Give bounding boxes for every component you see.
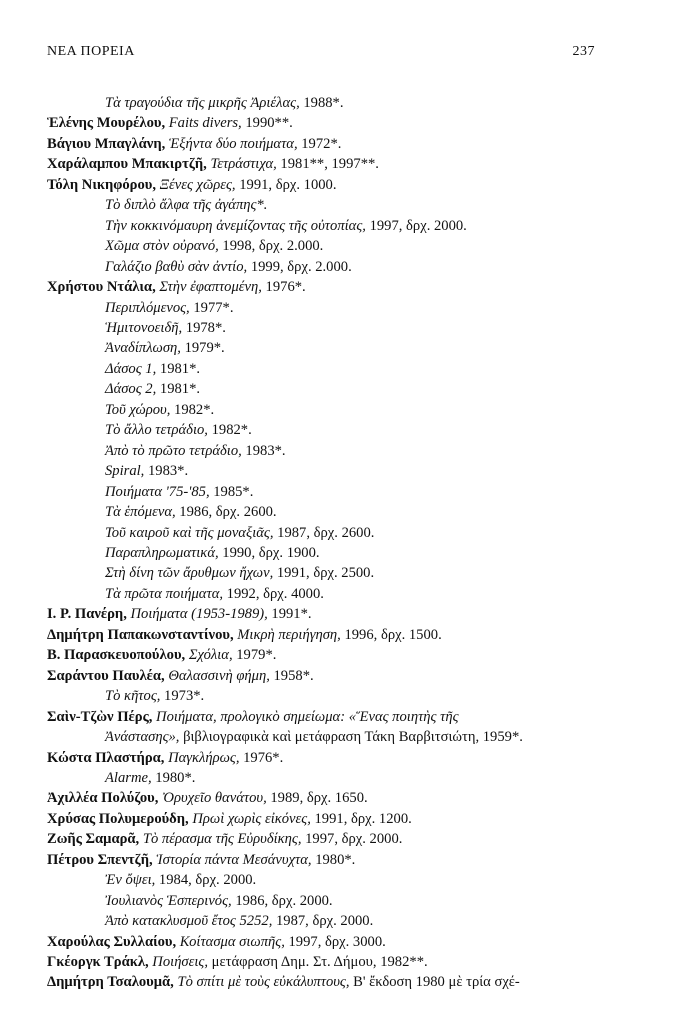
book-title: Θαλασσινὴ φήμη, — [164, 667, 270, 684]
publication-details: 1997, δρχ. 2000. — [365, 217, 467, 234]
publication-details: 1977*. — [189, 299, 234, 316]
publication-details: 1996, δρχ. 1500. — [340, 626, 442, 643]
bibliography-continuation — [47, 686, 607, 706]
bibliography-entry — [47, 134, 607, 154]
bibliography-entry — [47, 809, 607, 829]
bibliography-continuation — [47, 195, 607, 215]
book-title: Τὸ κῆτος, — [105, 688, 161, 705]
bibliography-list — [47, 93, 607, 993]
publication-details: 1981*. — [156, 360, 201, 377]
publication-details: 1982*. — [170, 401, 215, 418]
book-title: Ἱστορία πάντα Μεσάνυχτα, — [152, 851, 312, 868]
author-name: Δημήτρη Τσαλουμᾶ, — [47, 974, 174, 991]
publication-details: 1992, δρχ. 4000. — [223, 585, 324, 602]
book-title: Δάσος 1, — [105, 360, 157, 377]
bibliography-entry — [47, 277, 607, 297]
book-title: Δάσος 2, — [105, 381, 157, 398]
page-number: 237 — [572, 44, 595, 59]
bibliography-continuation — [47, 768, 607, 788]
bibliography-continuation — [47, 318, 607, 338]
publication-details: 1997, δρχ. 3000. — [284, 933, 386, 950]
book-title: Περιπλόμενος, — [105, 299, 190, 316]
book-title: Πρωὶ χωρὶς εἰκόνες, — [188, 810, 311, 827]
bibliography-continuation — [47, 441, 607, 461]
book-title: Alarme, — [105, 769, 152, 786]
publication-details: 1999, δρχ. 2.000. — [247, 258, 352, 275]
book-title: Ἰουλιανὸς Ἑσπερινός, — [105, 892, 232, 909]
bibliography-entry — [47, 972, 607, 992]
book-title: Τοῦ χώρου, — [105, 401, 171, 418]
publication-details: 1958*. — [269, 667, 314, 684]
bibliography-continuation — [47, 891, 607, 911]
publication-details: 1976*. — [239, 749, 284, 766]
book-title: Ἡμιτονοειδῆ, — [105, 319, 183, 336]
book-title: Τὰ τραγούδια τῆς μικρῆς Ἀριέλας, — [105, 95, 300, 111]
book-title: Τὸ ἄλλο τετράδιο, — [105, 422, 208, 439]
bibliography-entry — [47, 829, 607, 849]
publication-details: 1973*. — [160, 688, 205, 705]
book-title: Ξένες χῶρες, — [156, 176, 236, 193]
publication-details: 1972*. — [297, 135, 342, 152]
publication-details: Β' ἔκδοση 1980 μὲ τρία σχέ- — [349, 974, 520, 991]
bibliography-continuation — [47, 727, 607, 747]
publication-details: 1979*. — [180, 340, 225, 357]
bibliography-entry — [47, 113, 607, 133]
book-title: Τὸ διπλὸ ἄλφα τῆς ἀγάπης*. — [105, 197, 268, 214]
publication-details: 1998, δρχ. 2.000. — [218, 238, 324, 255]
book-title: Τὴν κοκκινόμαυρη ἀνεμίζοντας τῆς οὐτοπίας, — [105, 217, 366, 234]
book-title: Παραπληρωματικά, — [105, 544, 219, 561]
publication-details: 1988*. — [299, 95, 344, 111]
book-title: Ποιήματα (1953-1989), — [126, 606, 268, 623]
bibliography-continuation — [47, 257, 607, 277]
book-title: Ποιήσεις, — [148, 954, 209, 971]
bibliography-continuation — [47, 93, 607, 113]
publication-details: 1984, δρχ. 2000. — [155, 872, 257, 889]
bibliography-continuation — [47, 236, 607, 256]
publication-details: 1981*. — [156, 381, 201, 398]
publication-details: 1978*. — [182, 319, 226, 336]
bibliography-entry — [47, 952, 607, 972]
running-header — [47, 44, 595, 60]
publication-details: 1991, δρχ. 1200. — [310, 810, 412, 827]
publication-details: 1990, δρχ. 1900. — [218, 544, 320, 561]
book-title: Στὴν ἐφαπτομένη, — [155, 279, 262, 296]
bibliography-entry — [47, 932, 607, 952]
book-title: Ποιήματα, προλογικὸ σημείωμα: «Ἕνας ποιητὴς τῆς — [152, 708, 459, 725]
author-name: Τόλη Νικηφόρου, — [47, 176, 156, 193]
author-name: Δημήτρη Παπακωνσταντίνου, — [47, 626, 234, 643]
publication-details: 1986, δρχ. 2000. — [231, 892, 333, 909]
book-title: Spiral, — [105, 463, 145, 480]
author-name: Β. Παρασκευοπούλου, — [47, 647, 186, 664]
book-title: Ὀρυχεῖο θανάτου, — [158, 790, 267, 807]
book-title: Ποιήματα '75-'85, — [105, 483, 210, 500]
publication-details: 1983*. — [241, 442, 286, 459]
bibliography-entry — [47, 175, 607, 195]
book-title: Χῶμα στὸν οὐρανό, — [105, 238, 219, 255]
bibliography-continuation — [47, 461, 607, 481]
publication-details: 1976*. — [261, 279, 306, 296]
book-title: Τετράστιχα, — [206, 156, 277, 173]
author-name: Βάγιου Μπαγλάνη, — [47, 135, 166, 152]
publication-details: βιβλιογραφικὰ καὶ μετάφραση Τάκη Βαρβιτσιώτη, 1959*. — [179, 729, 523, 746]
book-title: Στὴ δίνη τῶν ἄρυθμων ἤχων, — [105, 565, 274, 582]
publication-details: 1983*. — [144, 463, 189, 480]
bibliography-continuation — [47, 870, 607, 890]
publication-details: 1985*. — [209, 483, 254, 500]
book-title: Τὰ πρῶτα ποιήματα, — [105, 585, 223, 602]
book-title: Faits divers, — [165, 115, 242, 132]
publication-details: 1987, δρχ. 2000. — [272, 913, 374, 930]
publication-details: 1981**, 1997**. — [276, 156, 379, 173]
bibliography-continuation — [47, 338, 607, 358]
bibliography-entry — [47, 788, 607, 808]
publication-details: 1986, δρχ. 2600. — [175, 504, 277, 521]
bibliography-entry — [47, 850, 607, 870]
bibliography-entry — [47, 625, 607, 645]
bibliography-continuation — [47, 563, 607, 583]
bibliography-continuation — [47, 543, 607, 563]
book-title: Ἀπὸ κατακλυσμοῦ ἔτος 5252, — [105, 913, 273, 930]
book-title: Ἑξήντα δύο ποιήματα, — [165, 135, 298, 152]
author-name: Ἀχιλλέα Πολύζου, — [47, 790, 159, 807]
publication-details: 1987, δρχ. 2600. — [273, 524, 375, 541]
book-title: Παγκλήρως, — [164, 749, 240, 766]
author-name: Ἑλένης Μουρέλου, — [47, 115, 166, 132]
bibliography-continuation — [47, 216, 607, 236]
journal-title: ΝΕΑ ΠΟΡΕΙΑ — [47, 44, 135, 59]
book-title: Ἐν ὄψει, — [105, 872, 156, 889]
publication-details: 1991, δρχ. 1000. — [235, 176, 337, 193]
author-name: Γκέοργκ Τράκλ, — [47, 954, 149, 971]
bibliography-entry — [47, 604, 607, 624]
book-title: Ἀναδίπλωση, — [105, 340, 181, 357]
author-name: Χρήστου Ντάλια, — [47, 279, 156, 296]
author-name: Χαρούλας Συλλαίου, — [47, 933, 177, 950]
bibliography-entry — [47, 748, 607, 768]
bibliography-continuation — [47, 523, 607, 543]
publication-details: 1991*. — [267, 606, 312, 623]
book-title: Τὰ ἑπόμενα, — [105, 504, 176, 521]
bibliography-continuation — [47, 379, 607, 399]
author-name: Πέτρου Σπεντζῆ, — [47, 851, 153, 868]
publication-details: μετάφραση Δημ. Στ. Δήμου, 1982**. — [208, 954, 428, 971]
bibliography-continuation — [47, 911, 607, 931]
bibliography-continuation — [47, 298, 607, 318]
publication-details: 1997, δρχ. 2000. — [301, 831, 403, 848]
bibliography-continuation — [47, 400, 607, 420]
author-name: Χρύσας Πολυμερούδη, — [47, 810, 189, 827]
publication-details: 1991, δρχ. 2500. — [273, 565, 375, 582]
book-title: Ἀπὸ τὸ πρῶτο τετράδιο, — [105, 442, 242, 459]
bibliography-continuation — [47, 420, 607, 440]
book-title: Σχόλια, — [185, 647, 233, 664]
book-title: Κοίτασμα σιωπῆς, — [176, 933, 285, 950]
author-name: Χαράλαμπου Μπακιρτζῆ, — [47, 156, 207, 173]
book-title: Τὸ σπίτι μὲ τοὺς εὐκάλυπτους, — [173, 974, 350, 991]
author-name: Σαράντου Παυλέα, — [47, 667, 165, 684]
bibliography-entry — [47, 154, 607, 174]
book-title: Τοῦ καιροῦ καὶ τῆς μοναξιᾶς, — [105, 524, 274, 541]
publication-details: 1980*. — [311, 851, 356, 868]
bibliography-continuation — [47, 584, 607, 604]
publication-details: 1982*. — [207, 422, 252, 439]
author-name: Κώστα Πλαστήρα, — [47, 749, 165, 766]
book-title: Μικρὴ περιήγηση, — [233, 626, 341, 643]
bibliography-continuation — [47, 502, 607, 522]
author-name: Ζωῆς Σαμαρᾶ, — [47, 831, 140, 848]
bibliography-entry — [47, 666, 607, 686]
publication-details: 1979*. — [232, 647, 277, 664]
publication-details: 1990**. — [241, 115, 293, 132]
book-title: Τὸ πέρασμα τῆς Εὐρυδίκης, — [139, 831, 302, 848]
book-title: Γαλάζιο βαθὺ σὰν ἀντίο, — [105, 258, 248, 275]
bibliography-entry — [47, 707, 607, 727]
author-name: Ι. Ρ. Πανέρη, — [47, 606, 127, 623]
bibliography-entry — [47, 645, 607, 665]
author-name: Σαὶν-Τζὼν Πέρς, — [47, 708, 153, 725]
book-title: Ἀνάστασης», — [105, 729, 180, 746]
publication-details: 1980*. — [151, 769, 196, 786]
publication-details: 1989, δρχ. 1650. — [266, 790, 368, 807]
bibliography-continuation — [47, 482, 607, 502]
bibliography-continuation — [47, 359, 607, 379]
